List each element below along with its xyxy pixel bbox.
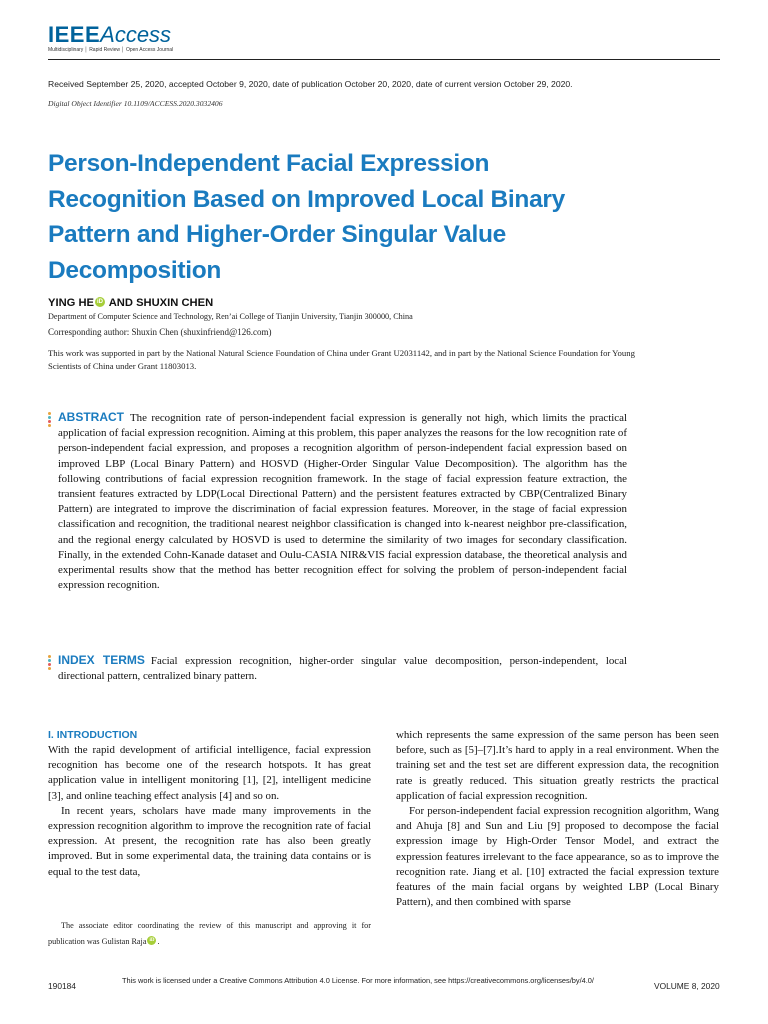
intro-paragraph-4: For person-independent facial expression recognition algorithm, Wang and Ahuja [8] and Sun and Liu [9] proposed to decompose the facial expression image by High-Order Tensor Model, and extract the expression features irrelevant to the face appearance, so as to improve the recognition rate. Jiang et al. [10] extracted the facial expression texture features of the main facial organs by weighted LBP (Local Binary Pattern), and then combined with sparse (396, 805, 719, 909)
intro-paragraph-2: In recent years, scholars have made many improvements in the expression recognition algorithm to improve the recognition rate of facial expression. At present, the recognition rate has also been greatly improved. But in some experimental data, the training data contains or is equal to the test data, (48, 804, 371, 878)
intro-paragraph-1: With the rapid development of artificial intelligence, facial expression recognition has become one of the research hotspots. It has great application value in intelligent monitoring [1], [2], intelligent medicine [3], and online teaching effect analysis [4] and so on. (48, 744, 371, 802)
abstract-dots-icon (48, 412, 54, 428)
received-dates: Received September 25, 2020, accepted October 9, 2020, date of publication October 20, 2020, date of current version October 29, 2020. (48, 79, 573, 89)
header-rule (48, 59, 720, 60)
abstract-text: The recognition rate of person-independent facial expression is generally not high, which limits the practical application of facial expression recognition. Aiming at this problem, this paper analyzes the reasons for the low recognition rate of person-independent facial expression, and proposes a recognition algorithm of person-independent facial expression based on improved LBP (Local Binary Pattern) and HOSVD (Higher-Order Singular Value Decomposition). The algorithm has the following contributions of facial expression recognition framework. In the stage of facial expression feature extraction, the transient features extracted by LDP(Local Directional Pattern) and the persistent features extracted by CBP(Centralized Binary Pattern) are integrated to improve the discrimination of facial expression features. Moreover, in the stage of facial expression classification and recognition, the traditional nearest neighbor classification is changed into k-nearest neighbor pre-classification, and the regional energy calculated by HOSVD is used to determine the similarity of two images for secondary classification. Finally, in the extended Cohn-Kanade dataset and Oulu-CASIA NIR&VIS facial expression database, the theoretical analysis and experimental results show that the method has better recognition effect for solving the problem of person-independent facial expression recognition. (58, 412, 627, 592)
page-number: 190184 (48, 981, 76, 991)
logo-ieee-text: IEEE (48, 22, 101, 47)
author-ying-he: YING HE (48, 297, 95, 309)
funding-statement: This work was supported in part by the National Natural Science Foundation of China under Grant U2031142, and in part by the National Science Foundation for Young Scientists of China under Grant 11803013. (48, 348, 635, 371)
section-heading-introduction: I. INTRODUCTION (48, 729, 138, 741)
index-terms-text: Facial expression recognition, higher-order singular value decomposition, person-independent, local directional pattern, centralized binary pattern. (58, 655, 627, 683)
logo-access-text: Access (100, 22, 172, 47)
paper-title: Person-Independent Facial Expression Recognition Based on Improved Local Binary Pattern and Higher-Order Singular Value Decomposition (48, 150, 565, 284)
author-shuxin-chen: AND SHUXIN CHEN (108, 297, 214, 309)
body-column-right (396, 728, 719, 910)
abstract-block (58, 410, 627, 593)
logo-tagline: Multidisciplinary │ Rapid Review │ Open Access Journal (48, 47, 174, 53)
orcid-icon[interactable]: iD (97, 299, 104, 305)
intro-paragraph-3: which represents the same expression of the same person has been seen before, such as [5]–[7].It’s hard to apply in a real environment. When the training set and the test set are different expression data, the recognition rate is greatly reduced. This situation greatly restricts the practical application of facial expression recognition. (396, 729, 719, 802)
author-line (48, 297, 213, 309)
editor-footnote: The associate editor coordinating the review of this manuscript and approving it for publication was Gulistan Raja iD . (48, 921, 371, 946)
footnote-text: The associate editor coordinating the review of this manuscript and approving it for publication was Gulistan Raja (48, 921, 371, 946)
abstract-label: ABSTRACT (58, 410, 124, 424)
corresponding-author: Corresponding author: Shuxin Chen (shuxinfriend@126.com) (48, 327, 272, 337)
volume-label: VOLUME 8, 2020 (654, 981, 720, 991)
index-terms-block (58, 653, 627, 684)
journal-logo (48, 22, 174, 53)
orcid-icon[interactable]: iD (149, 937, 155, 943)
body-column-left (48, 728, 371, 880)
index-dots-icon (48, 655, 54, 671)
affiliation: Department of Computer Science and Technology, Ren’ai College of Tianjin University, Tianjin 300000, China (48, 312, 413, 321)
license-notice[interactable]: This work is licensed under a Creative Commons Attribution 4.0 License. For more information, see https://creativecommons.org/licenses/by/4.0/ (122, 976, 594, 985)
doi-line: Digital Object Identifier 10.1109/ACCESS.2020.3032406 (48, 99, 223, 108)
index-terms-label: INDEX TERMS (58, 653, 145, 667)
